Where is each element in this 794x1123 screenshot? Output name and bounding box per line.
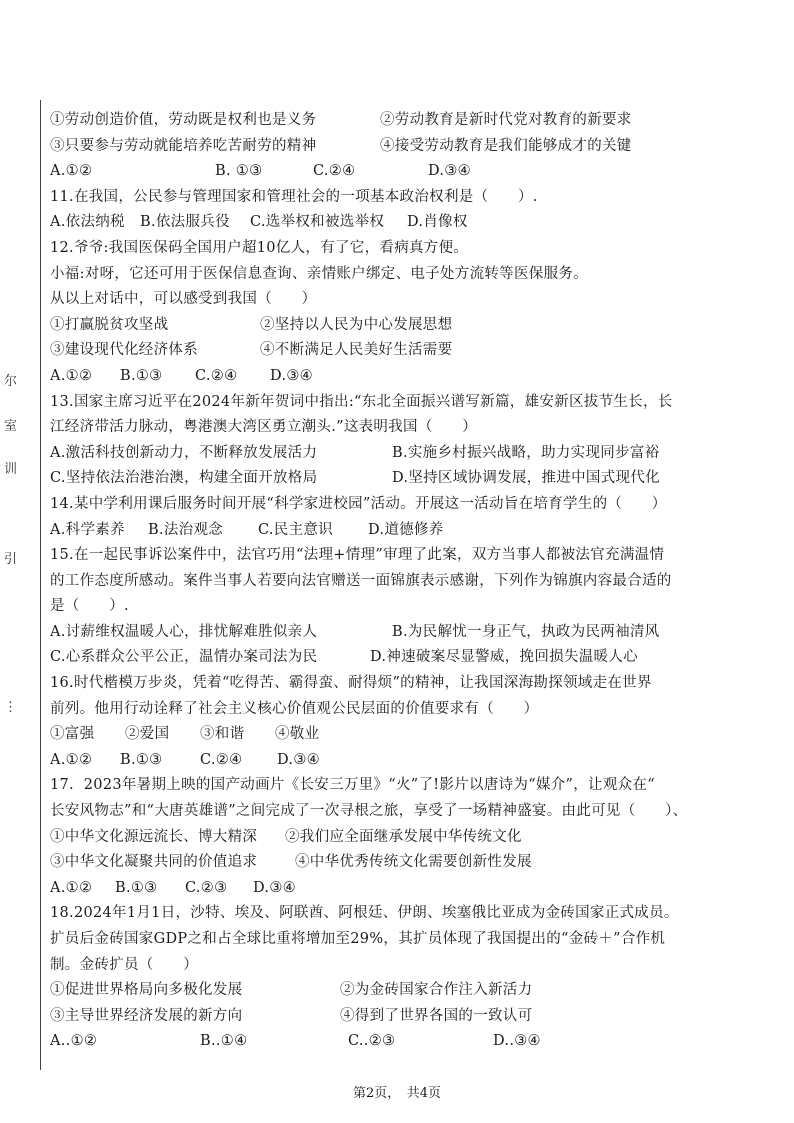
statement-row — [50, 134, 750, 160]
option: D.坚持区域协调发展，推进中国式现代化 — [392, 470, 660, 487]
option-row — [50, 159, 750, 185]
option: B.①③ — [115, 879, 158, 896]
statement: ④中华优秀传统文化需要创新性发展 — [295, 854, 532, 871]
question-stem: 15.在一起民事诉讼案件中，法官巧用“法理+情理”审理了此案，双方当事人都被法官充满温情 — [50, 547, 665, 564]
margin-char: 尔 — [4, 374, 18, 389]
question-stem: 从以上对话中，可以感受到我国（ ） — [50, 291, 317, 308]
statement: ④得到了世界各国的一致认可 — [340, 1007, 533, 1024]
statement: ③只要参与劳动就能培养吃苦耐劳的精神 — [50, 137, 317, 154]
option: A.依法纳税 — [50, 214, 125, 231]
statement-row — [50, 313, 750, 339]
option: D.③④ — [270, 367, 313, 384]
statement: ②坚持以人民为中心发展思想 — [260, 316, 453, 333]
binding-margin-line — [40, 100, 41, 1070]
statement-row — [50, 978, 750, 1004]
margin-char: 训 — [4, 462, 18, 477]
option-row — [50, 364, 750, 390]
option: A.讨薪维权温暖人心，排忧解难胜似亲人 — [50, 623, 318, 640]
statement: ④敬业 — [275, 726, 320, 743]
option: D.③④ — [277, 751, 320, 768]
question-content — [50, 108, 750, 1055]
statement-row — [50, 108, 750, 134]
option: A.激活科技创新动力，不断释放发展活力 — [50, 444, 318, 461]
option: C.选举权和被选举权 — [250, 214, 385, 231]
option: D.神速破案尽显警威，挽回损失温暖人心 — [370, 649, 638, 666]
statement: ④不断满足人民美好生活需要 — [260, 342, 453, 359]
statement-row — [50, 850, 750, 876]
page-number: 第2页， 共4页 — [352, 1086, 442, 1101]
question-stem: 是（ ）. — [50, 598, 129, 615]
statement: ③主导世界经济发展的新方向 — [50, 1007, 243, 1024]
question-stem: 13.国家主席习近平在2024年新年贺词中指出:“东北全面振兴谱写新篇，雄安新区拔节生长，长 — [50, 393, 673, 410]
question-stem: 的工作态度所感动。案件当事人若要向法官赠送一面锦旗表示感谢，下列作为锦旗内容最合适的 — [50, 572, 672, 589]
statement: ③和谐 — [200, 726, 245, 743]
option-row — [50, 210, 750, 236]
statement-row — [50, 722, 750, 748]
option-row — [50, 876, 750, 902]
question-stem: 18.2024年1月1日，沙特、埃及、阿联酋、阿根廷、伊朗、埃塞俄比亚成为金砖国家正式成员。 — [50, 905, 679, 922]
margin-char: ⋮ — [4, 700, 17, 715]
option: D.道德修养 — [368, 521, 444, 538]
option: C.②④ — [200, 751, 243, 768]
option: A.①② — [50, 163, 93, 180]
option: D..③④ — [493, 1033, 541, 1050]
option: A.①② — [50, 367, 93, 384]
option: C.心系群众公平公正，温情办案司法为民 — [50, 649, 318, 666]
option: B.法治观念 — [148, 521, 224, 538]
option-row — [50, 1029, 750, 1055]
option: D.③④ — [253, 879, 296, 896]
statement: ②我们应全面继承发展中华传统文化 — [285, 828, 522, 845]
option: B.①③ — [120, 367, 163, 384]
option: B.依法服兵役 — [140, 214, 230, 231]
question-stem: 11.在我国，公民参与管理国家和管理社会的一项基本政治权利是（ ）. — [50, 188, 538, 205]
option: A.①② — [50, 751, 93, 768]
option-row — [50, 645, 750, 671]
question-stem: 17. 2023年暑期上映的国产动画片《长安三万里》“火”了!影片以唐诗为“媒介”，让观众在“ — [50, 777, 655, 794]
option-row — [50, 748, 750, 774]
option: A.科学素养 — [50, 521, 125, 538]
option: C..②③ — [348, 1033, 396, 1050]
option: D.肖像权 — [407, 214, 468, 231]
question-stem: 制。金砖扩员（ ） — [50, 956, 198, 973]
statement: ①富强 — [50, 726, 95, 743]
question-stem: 12.爷爷:我国医保码全国用户超10亿人，有了它，看病真方便。 — [50, 239, 469, 256]
question-stem: 长安风物志”和“大唐英雄谱”之间完成了一次寻根之旅，享受了一场精神盛宴。由此可见（ ）、 — [50, 803, 688, 820]
option: A.①② — [50, 879, 93, 896]
option-row — [50, 466, 750, 492]
option: B..①④ — [200, 1033, 248, 1050]
statement: ③中华文化凝聚共同的价值追求 — [50, 854, 258, 871]
question-stem: 14.某中学利用课后服务时间开展“科学家进校园”活动。开展这一活动旨在培育学生的（ ） — [50, 495, 667, 512]
statement: ④接受劳动教育是我们能够成才的关键 — [380, 137, 632, 154]
statement: ②劳动教育是新时代党对教育的新要求 — [380, 112, 632, 128]
margin-char: 引 — [4, 552, 18, 567]
option: C.②④ — [313, 163, 356, 180]
statement: ①中华文化源远流长、博大精深 — [50, 828, 258, 845]
statement-row — [50, 825, 750, 851]
statement: ②为金砖国家合作注入新活力 — [340, 982, 533, 999]
option: B.实施乡村振兴战略，助力实现同步富裕 — [392, 444, 660, 461]
margin-char: 室 — [4, 419, 18, 434]
option: C.②④ — [195, 367, 238, 384]
option: C.坚持依法治港治澳，构建全面开放格局 — [50, 470, 318, 487]
statement: ①劳动创造价值，劳动既是权利也是义务 — [50, 112, 317, 128]
option: B. ①③ — [215, 163, 263, 180]
option: B.①③ — [120, 751, 163, 768]
question-stem: 16.时代楷模万步炎，凭着“吃得苦、霸得蛮、耐得烦”的精神，让我国深海勘探领域走在世界 — [50, 675, 652, 692]
statement-row — [50, 338, 750, 364]
option: C.民主意识 — [258, 521, 333, 538]
statement: ②爱国 — [125, 726, 170, 743]
statement: ③建设现代化经济体系 — [50, 342, 198, 359]
statement: ①促进世界格局向多极化发展 — [50, 982, 243, 999]
statement: ①打赢脱贫攻坚战 — [50, 316, 169, 333]
question-stem: 江经济带活力脉动，粤港澳大湾区勇立潮头.”这表明我国（ ） — [50, 419, 478, 436]
option: D.③④ — [428, 163, 471, 180]
question-stem: 前列。他用行动诠释了社会主义核心价值观公民层面的价值要求有（ ） — [50, 700, 539, 717]
option-row — [50, 620, 750, 646]
option-row — [50, 441, 750, 467]
question-stem: 扩员后金砖国家GDP之和占全球比重将增加至29%，其扩员体现了我国提出的“金砖＋”合作机 — [50, 931, 666, 947]
statement-row — [50, 1004, 750, 1030]
option: A..①② — [50, 1033, 98, 1050]
option: B.为民解忧一身正气，执政为民两袖清风 — [392, 623, 660, 640]
option-row — [50, 518, 750, 544]
question-stem: 小福:对呀，它还可用于医保信息查询、亲情账户绑定、电子处方流转等医保服务。 — [50, 265, 588, 282]
option: C.②③ — [185, 879, 228, 896]
